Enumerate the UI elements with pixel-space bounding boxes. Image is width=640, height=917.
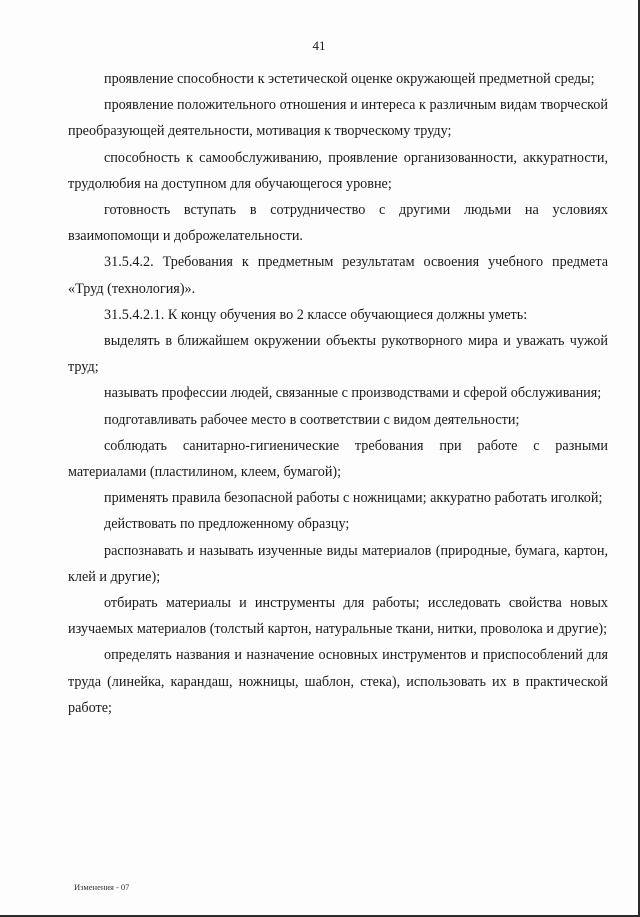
paragraph: проявление положительного отношения и интереса к различным видам творческой преобразующей деятельности, мотивация к творческому труду; <box>68 97 608 140</box>
paragraph: действовать по предложенному образцу; <box>104 516 350 533</box>
paragraph: применять правила безопасной работы с ножницами; аккуратно работать иголкой; <box>104 490 603 507</box>
paragraph: распознавать и называть изученные виды материалов (природные, бумага, картон, клей и другие); <box>68 542 608 585</box>
paragraph: определять названия и назначение основных инструментов и приспособлений для труда (линейка, карандаш, ножницы, шаблон, стека), использовать их в практической работе; <box>68 647 608 716</box>
paragraph: способность к самообслуживанию, проявление организованности, аккуратности, трудолюбия на доступном для обучающегося уровне; <box>68 149 608 192</box>
paragraph: подготавливать рабочее место в соответствии с видом деятельности; <box>104 411 520 428</box>
page-body <box>68 66 608 721</box>
section-heading-paragraph: 31.5.4.2. Требования к предметным результатам освоения учебного предмета «Труд (технология)». <box>68 254 608 297</box>
paragraph: называть профессии людей, связанные с производствами и сферой обслуживания; <box>104 385 602 402</box>
paragraph: готовность вступать в сотрудничество с другими людьми на условиях взаимопомощи и доброжелательности. <box>68 202 608 245</box>
paragraph: выделять в ближайшем окружении объекты рукотворного мира и уважать чужой труд; <box>68 333 608 376</box>
paragraph: отбирать материалы и инструменты для работы; исследовать свойства новых изучаемых материалов (толстый картон, натуральные ткани, нитки, проволока и другие); <box>68 595 608 638</box>
page-number: 41 <box>312 38 326 53</box>
paragraph: проявление способности к эстетической оценке окружающей предметной среды; <box>104 71 595 87</box>
paragraph: соблюдать санитарно-гигиенические требования при работе с разными материалами (пластилином, клеем, бумагой); <box>68 437 608 481</box>
subsection-heading-paragraph: 31.5.4.2.1. К концу обучения во 2 классе обучающиеся должны уметь: <box>104 306 528 323</box>
footer-note: Изменения - 07 <box>74 882 130 892</box>
